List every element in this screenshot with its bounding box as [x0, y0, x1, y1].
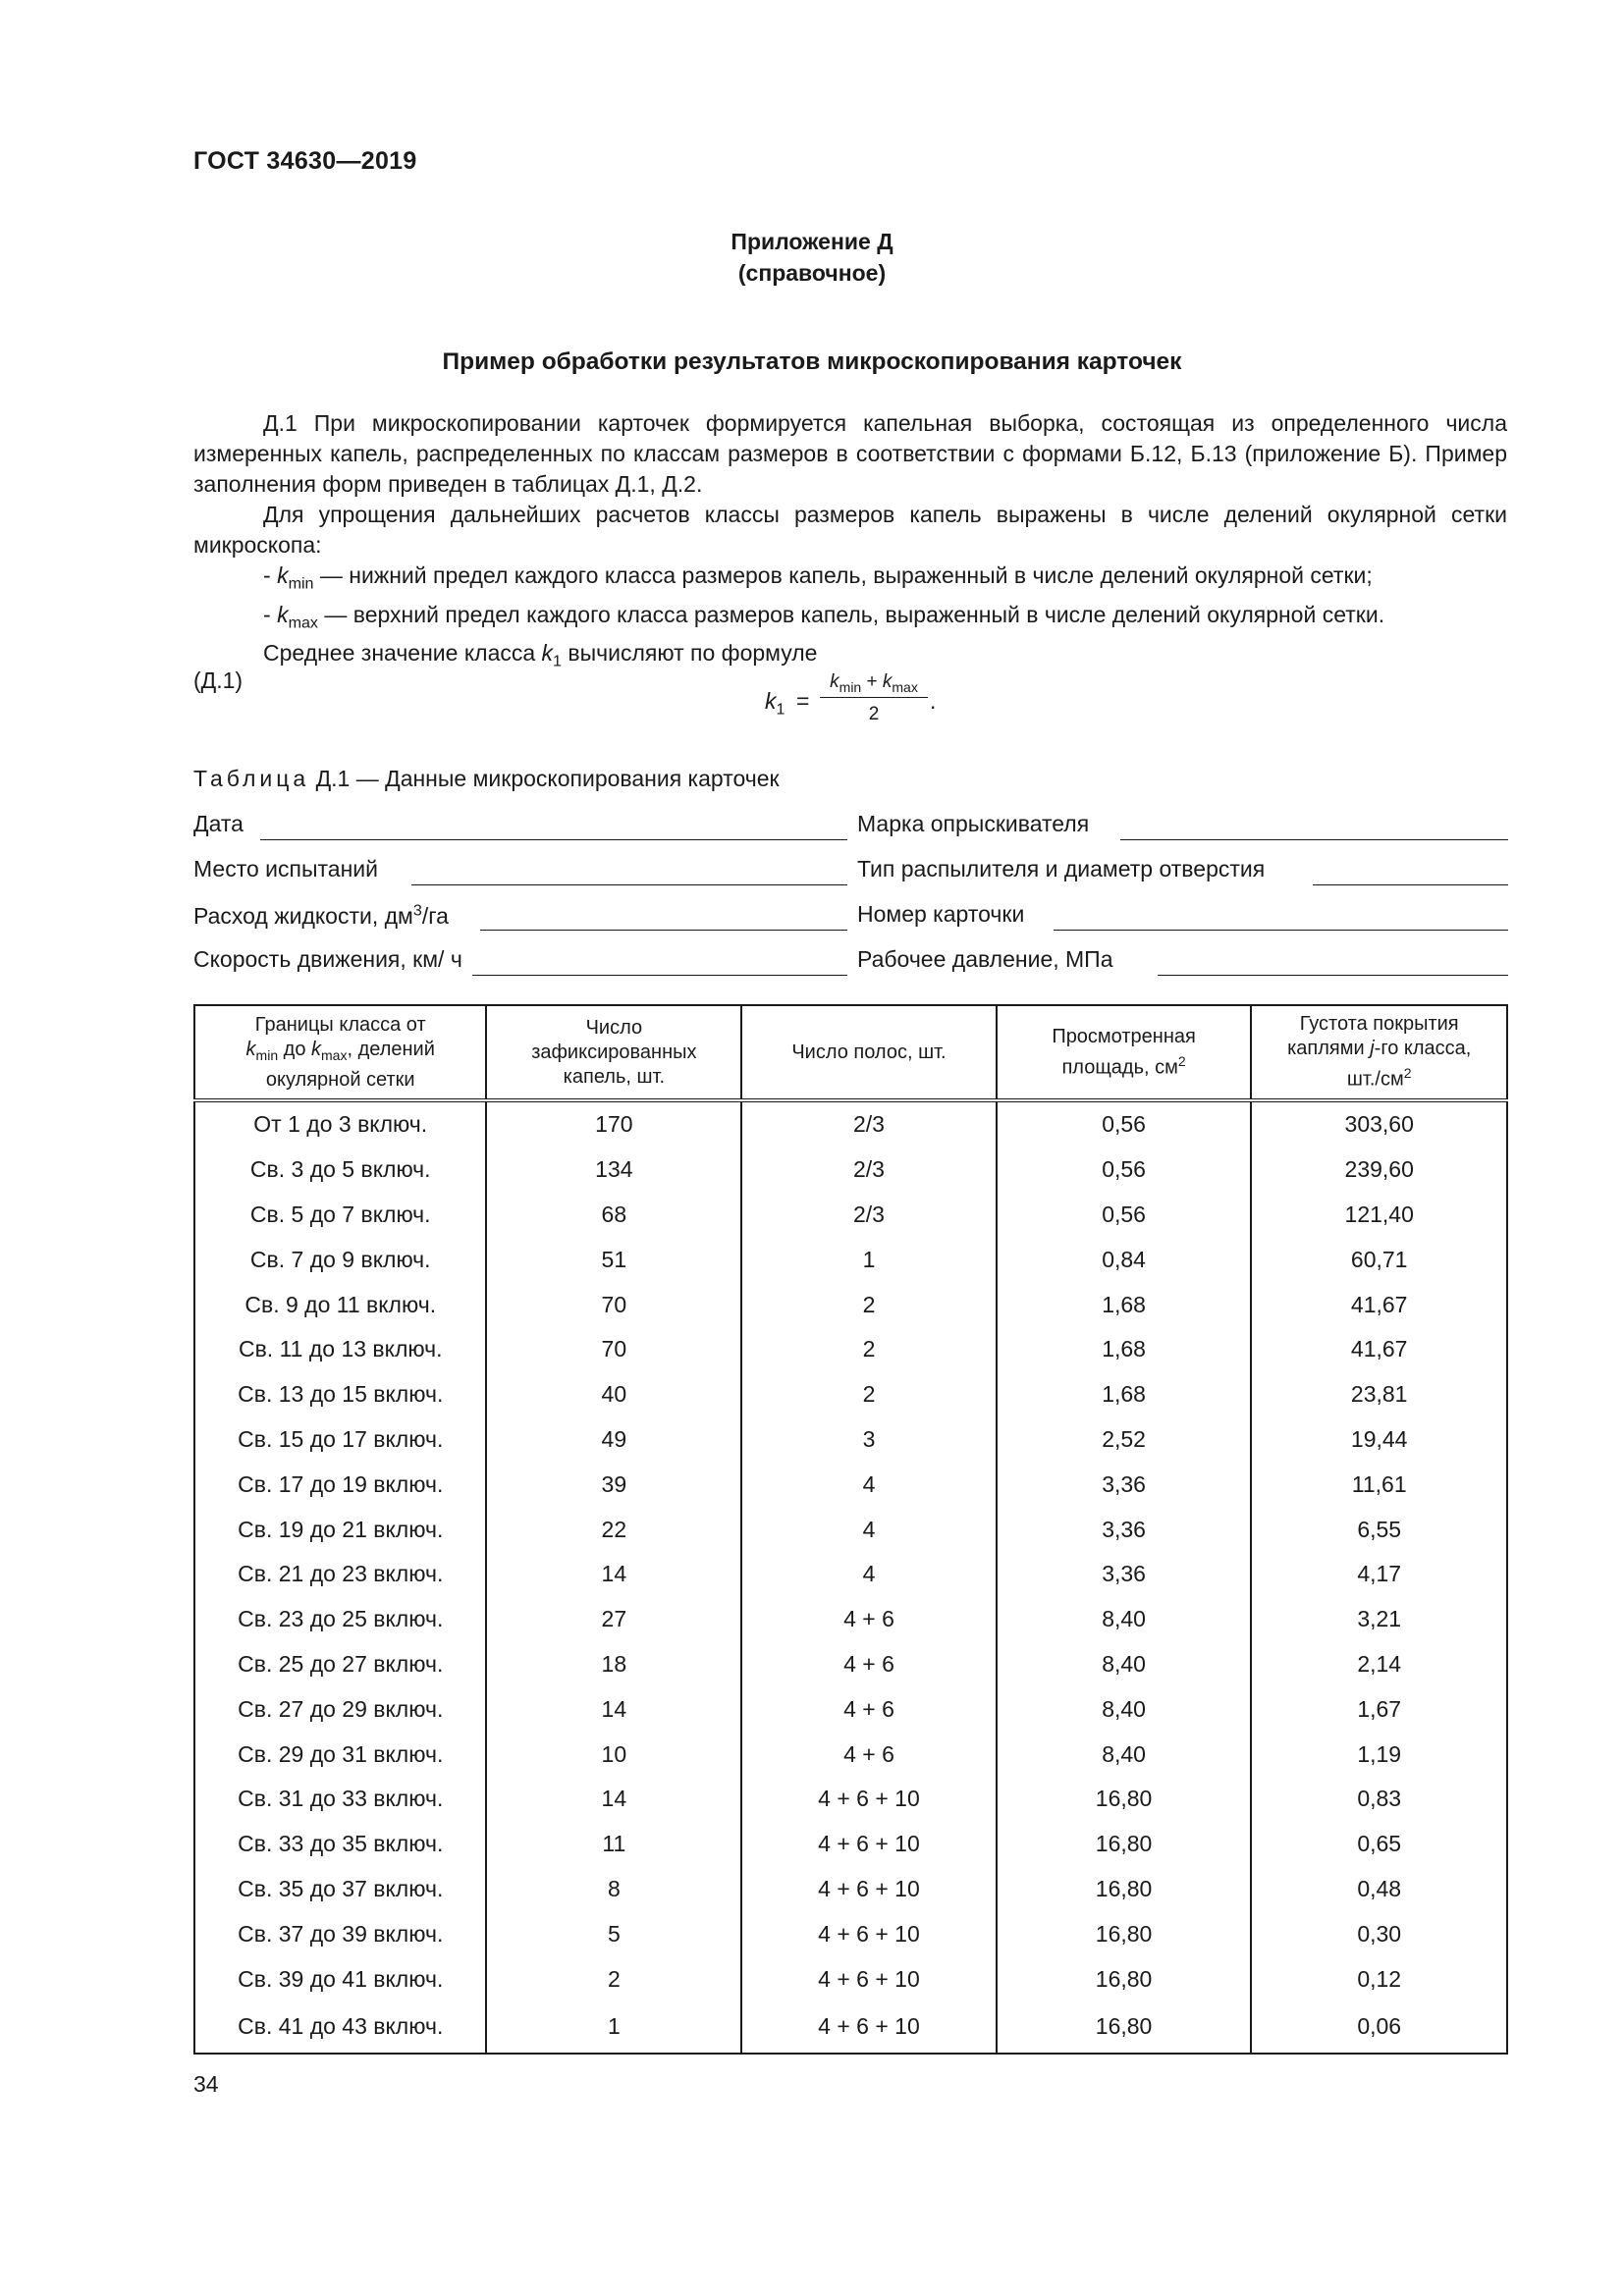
table-cell: Св. 3 до 5 включ. — [194, 1148, 486, 1193]
table-cell: Св. 5 до 7 включ. — [194, 1193, 486, 1238]
table-cell: 11 — [486, 1822, 741, 1867]
field-test-place-label: Место испытаний — [193, 856, 378, 881]
header-var: k — [245, 1038, 256, 1060]
field-liquid-rate-label — [193, 903, 449, 929]
field-test-place-line[interactable] — [411, 884, 847, 885]
table-cell: 16,80 — [997, 1956, 1252, 2002]
header-class-bounds — [194, 1005, 486, 1100]
table-cell: 2/3 — [741, 1148, 996, 1193]
table-cell: 10 — [486, 1732, 741, 1777]
lhs-sub: 1 — [776, 701, 785, 719]
list-item-text: — верхний предел каждого класса размеров капель, выраженный в числе делений окулярной сетки. — [317, 601, 1385, 627]
header-text: до — [278, 1038, 312, 1060]
table-cell: 121,40 — [1251, 1193, 1507, 1238]
table-row — [194, 1552, 1507, 1597]
field-card-number-line[interactable] — [1054, 930, 1508, 931]
var-k: k — [277, 562, 289, 588]
table-row — [194, 1822, 1507, 1867]
var-k: k — [277, 601, 289, 627]
field-nozzle-type-label: Тип распылителя и диаметр отверстия — [857, 856, 1266, 881]
list-dash: - — [263, 562, 278, 588]
table-cell: 8,40 — [997, 1686, 1252, 1732]
table-cell: 16,80 — [997, 1911, 1252, 1956]
document-code: ГОСТ 34630—2019 — [193, 147, 417, 175]
header-text: Просмотренная — [1052, 1025, 1196, 1047]
table-row — [194, 1507, 1507, 1552]
header-text: капель, шт. — [563, 1065, 666, 1088]
table-cell: 16,80 — [997, 2002, 1252, 2054]
table-cell: 8,40 — [997, 1732, 1252, 1777]
header-viewed-area — [997, 1005, 1252, 1100]
table-cell: 0,83 — [1251, 1777, 1507, 1822]
table-cell: 14 — [486, 1777, 741, 1822]
table-cell: 16,80 — [997, 1822, 1252, 1867]
table-cell: Св. 31 до 33 включ. — [194, 1777, 486, 1822]
table-caption — [193, 766, 780, 792]
table-cell: 23,81 — [1251, 1372, 1507, 1417]
table-cell: 16,80 — [997, 1777, 1252, 1822]
table-cell: От 1 до 3 включ. — [194, 1100, 486, 1148]
field-test-place — [193, 856, 849, 885]
table-cell: 4,17 — [1251, 1552, 1507, 1597]
header-text — [195, 1038, 485, 1068]
table-cell: 16,80 — [997, 1867, 1252, 1912]
table-cell: 0,56 — [997, 1100, 1252, 1148]
table-row — [194, 1417, 1507, 1463]
table-cell: 0,48 — [1251, 1867, 1507, 1912]
table-cell: 18 — [486, 1642, 741, 1687]
table-cell: 2 — [741, 1372, 996, 1417]
table-cell: 41,67 — [1251, 1282, 1507, 1327]
list-item-kmin — [193, 561, 1507, 600]
list-item-text: — нижний предел каждого класса размеров капель, выраженный в числе делений окулярной сетки; — [313, 562, 1373, 588]
var-sub-1: 1 — [553, 652, 562, 670]
header-text: зафиксированных — [531, 1041, 697, 1063]
table-cell: 49 — [486, 1417, 741, 1463]
table-cell: 4 + 6 — [741, 1642, 996, 1687]
body-text — [193, 408, 1507, 677]
table-cell: Св. 23 до 25 включ. — [194, 1597, 486, 1642]
header-text: окулярной сетки — [265, 1068, 415, 1091]
header-text: шт./см — [1346, 1068, 1404, 1091]
table-cell: 8 — [486, 1867, 741, 1912]
table-cell: 68 — [486, 1193, 741, 1238]
data-table-d1 — [193, 1004, 1508, 2055]
formula-numerator — [820, 671, 928, 695]
table-cell: 70 — [486, 1327, 741, 1372]
table-cell: 1,67 — [1251, 1686, 1507, 1732]
table-cell: Св. 33 до 35 включ. — [194, 1822, 486, 1867]
table-caption-text: Д.1 — Данные микроскопирования карточек — [309, 766, 780, 791]
paragraph-simplification: Для упрощения дальнейших расчетов классы размеров капель выражены в числе делений окулярной сетки микроскопа: — [193, 502, 1507, 558]
table-cell: Св. 13 до 15 включ. — [194, 1372, 486, 1417]
table-row — [194, 1193, 1507, 1238]
table-cell: 0,06 — [1251, 2002, 1507, 2054]
table-cell: 134 — [486, 1148, 741, 1193]
table-cell: 4 + 6 + 10 — [741, 1777, 996, 1822]
appendix-type: (справочное) — [737, 260, 887, 286]
table-row — [194, 1282, 1507, 1327]
table-cell: 4 + 6 — [741, 1686, 996, 1732]
section-title: Пример обработки результатов микроскопирования карточек — [442, 348, 1182, 375]
num-plus: + — [861, 671, 883, 692]
paragraph-d1: Д.1 При микроскопировании карточек формируется капельная выборка, состоящая из определенного числа измеренных капель, распределенных по классам размеров в соответствии с формами Б.12, Б.13 (приложение Б). Пример заполнения форм приведен в таблицах Д.1, Д.2. — [193, 410, 1507, 497]
table-header-row — [194, 1005, 1507, 1100]
table-cell: 39 — [486, 1462, 741, 1507]
field-sprayer-brand-label: Марка опрыскивателя — [857, 811, 1090, 836]
table-cell: 1,68 — [997, 1327, 1252, 1372]
table-cell: 2,14 — [1251, 1642, 1507, 1687]
field-nozzle-type-line[interactable] — [1313, 884, 1508, 885]
lhs-var: k — [765, 688, 777, 714]
table-cell: 51 — [486, 1237, 741, 1282]
table-row — [194, 1956, 1507, 2002]
table-row — [194, 1372, 1507, 1417]
table-body — [194, 1100, 1507, 2054]
table-cell: 3,36 — [997, 1552, 1252, 1597]
table-cell: Св. 19 до 21 включ. — [194, 1507, 486, 1552]
table-row — [194, 2002, 1507, 2054]
table-cell: Св. 29 до 31 включ. — [194, 1732, 486, 1777]
table-cell: 1,19 — [1251, 1732, 1507, 1777]
table-cell: 4 — [741, 1462, 996, 1507]
field-pressure-line[interactable] — [1158, 975, 1508, 976]
field-date — [193, 811, 849, 840]
table-cell: 4 + 6 — [741, 1732, 996, 1777]
table-row — [194, 1732, 1507, 1777]
table-cell: 3,21 — [1251, 1597, 1507, 1642]
table-cell: 70 — [486, 1282, 741, 1327]
header-sub: min — [255, 1046, 279, 1063]
table-cell: 8,40 — [997, 1597, 1252, 1642]
table-cell: 8,40 — [997, 1642, 1252, 1687]
page-number: 34 — [193, 2071, 219, 2097]
table-cell: 2 — [741, 1327, 996, 1372]
table-cell: 2,52 — [997, 1417, 1252, 1463]
table-cell: Св. 17 до 19 включ. — [194, 1462, 486, 1507]
liquid-rate-tail: /га — [421, 902, 449, 929]
table-cell: 1,68 — [997, 1372, 1252, 1417]
field-liquid-rate — [193, 901, 849, 931]
table-cell: 4 — [741, 1552, 996, 1597]
table-cell: 2 — [486, 1956, 741, 2002]
header-text: площадь, см — [1061, 1056, 1178, 1079]
list-item-kmax — [193, 600, 1507, 639]
fraction-bar — [820, 697, 928, 698]
table-cell: 22 — [486, 1507, 741, 1552]
table-cell: 14 — [486, 1686, 741, 1732]
var-k: k — [541, 640, 554, 667]
header-text: каплями — [1287, 1038, 1371, 1060]
table-cell: 0,30 — [1251, 1911, 1507, 1956]
field-date-label: Дата — [193, 811, 244, 836]
table-cell: 303,60 — [1251, 1100, 1507, 1148]
table-cell: 0,84 — [997, 1237, 1252, 1282]
appendix-title: Приложение Д — [731, 229, 893, 254]
appendix-heading — [0, 226, 1624, 289]
field-sprayer-brand — [857, 811, 1508, 840]
header-sup: 2 — [1177, 1052, 1186, 1069]
field-card-number — [857, 901, 1508, 931]
table-row — [194, 1642, 1507, 1687]
list-dash: - — [263, 601, 278, 627]
table-row — [194, 1100, 1507, 1148]
table-cell: 239,60 — [1251, 1148, 1507, 1193]
header-text — [1252, 1037, 1506, 1061]
header-text: Границы класса от — [254, 1013, 426, 1036]
header-drop-count — [486, 1005, 741, 1100]
num-sub2: max — [892, 678, 918, 695]
formula-fraction — [820, 671, 928, 725]
table-cell: 60,71 — [1251, 1237, 1507, 1282]
header-var: k — [311, 1038, 322, 1060]
table-cell: 11,61 — [1251, 1462, 1507, 1507]
header-text: -го класса, — [1374, 1038, 1472, 1060]
table-cell: Св. 35 до 37 включ. — [194, 1867, 486, 1912]
field-nozzle-type — [857, 856, 1508, 885]
table-cell: Св. 39 до 41 включ. — [194, 1956, 486, 2002]
field-sprayer-brand-line[interactable] — [1120, 839, 1508, 840]
table-cell: 19,44 — [1251, 1417, 1507, 1463]
table-caption-label: Таблица — [193, 766, 310, 791]
header-text — [1252, 1061, 1506, 1093]
table-row — [194, 1686, 1507, 1732]
table-cell: 41,67 — [1251, 1327, 1507, 1372]
table-cell: 170 — [486, 1100, 741, 1148]
table-row — [194, 1911, 1507, 1956]
table-cell: 14 — [486, 1552, 741, 1597]
table-cell: 4 + 6 + 10 — [741, 1956, 996, 2002]
table-cell: 3,36 — [997, 1507, 1252, 1552]
table-cell: 1 — [741, 1237, 996, 1282]
table-cell: Св. 25 до 27 включ. — [194, 1642, 486, 1687]
table-cell: 3,36 — [997, 1462, 1252, 1507]
table-cell: Св. 15 до 17 включ. — [194, 1417, 486, 1463]
table-cell: 4 + 6 + 10 — [741, 2002, 996, 2054]
num-var2: k — [882, 671, 893, 692]
table-cell: Св. 37 до 39 включ. — [194, 1911, 486, 1956]
table-cell: Св. 11 до 13 включ. — [194, 1327, 486, 1372]
liquid-rate-text: Расход жидкости, дм — [193, 902, 413, 929]
table-cell: 0,56 — [997, 1193, 1252, 1238]
table-cell: 0,56 — [997, 1148, 1252, 1193]
table-cell: 27 — [486, 1597, 741, 1642]
table-cell: 2/3 — [741, 1100, 996, 1148]
header-text: Число полос, шт. — [791, 1041, 947, 1063]
field-speed — [193, 946, 849, 976]
table-cell: Св. 41 до 43 включ. — [194, 2002, 486, 2054]
num-var1: k — [830, 671, 839, 692]
header-coverage-density — [1251, 1005, 1507, 1100]
header-text: , делений — [347, 1038, 435, 1060]
table-cell: 4 + 6 — [741, 1597, 996, 1642]
formula-d1 — [193, 667, 1507, 746]
intro-text: Среднее значение класса — [263, 640, 542, 667]
num-sub1: min — [839, 678, 862, 695]
table-row — [194, 1867, 1507, 1912]
header-sup: 2 — [1403, 1065, 1412, 1082]
table-cell: Св. 21 до 23 включ. — [194, 1552, 486, 1597]
formula-period: . — [930, 688, 937, 714]
table-row — [194, 1777, 1507, 1822]
table-cell: 4 — [741, 1507, 996, 1552]
table-cell: 0,65 — [1251, 1822, 1507, 1867]
field-speed-label: Скорость движения, км/ ч — [193, 946, 462, 972]
formula-lhs — [765, 688, 785, 720]
liquid-rate-sup: 3 — [412, 901, 422, 919]
table-cell: Св. 7 до 9 включ. — [194, 1237, 486, 1282]
table-cell: Св. 9 до 11 включ. — [194, 1282, 486, 1327]
field-pressure — [857, 946, 1508, 976]
field-card-number-label: Номер карточки — [857, 901, 1025, 927]
table-row — [194, 1327, 1507, 1372]
field-speed-line[interactable] — [472, 975, 847, 976]
header-var: j — [1370, 1038, 1375, 1060]
table-cell: 4 + 6 + 10 — [741, 1867, 996, 1912]
table-row — [194, 1597, 1507, 1642]
table-cell: 5 — [486, 1911, 741, 1956]
field-liquid-rate-line[interactable] — [480, 930, 847, 931]
intro-tail: вычисляют по формуле — [562, 640, 818, 667]
var-sub-min: min — [288, 574, 314, 593]
header-text: Густота покрытия — [1299, 1013, 1459, 1036]
table-cell: 4 + 6 + 10 — [741, 1822, 996, 1867]
table-cell: 4 + 6 + 10 — [741, 1911, 996, 1956]
formula-equals: = — [796, 688, 810, 714]
table-row — [194, 1462, 1507, 1507]
header-sub: max — [321, 1046, 348, 1063]
table-cell: 2/3 — [741, 1193, 996, 1238]
table-cell: Св. 27 до 29 включ. — [194, 1686, 486, 1732]
header-text: Число — [585, 1016, 643, 1039]
header-strip-count — [741, 1005, 996, 1100]
table-cell: 40 — [486, 1372, 741, 1417]
table-cell: 1,68 — [997, 1282, 1252, 1327]
table-cell: 2 — [741, 1282, 996, 1327]
table-cell: 1 — [486, 2002, 741, 2054]
table-cell: 6,55 — [1251, 1507, 1507, 1552]
table-cell: 3 — [741, 1417, 996, 1463]
table-cell: 0,12 — [1251, 1956, 1507, 2002]
header-text — [998, 1049, 1251, 1081]
formula-denominator: 2 — [868, 703, 880, 724]
formula-number: (Д.1) — [193, 667, 244, 693]
field-pressure-label: Рабочее давление, МПа — [857, 946, 1113, 972]
table-row — [194, 1148, 1507, 1193]
var-sub-max: max — [288, 614, 318, 632]
field-date-line[interactable] — [260, 839, 847, 840]
table-row — [194, 1237, 1507, 1282]
